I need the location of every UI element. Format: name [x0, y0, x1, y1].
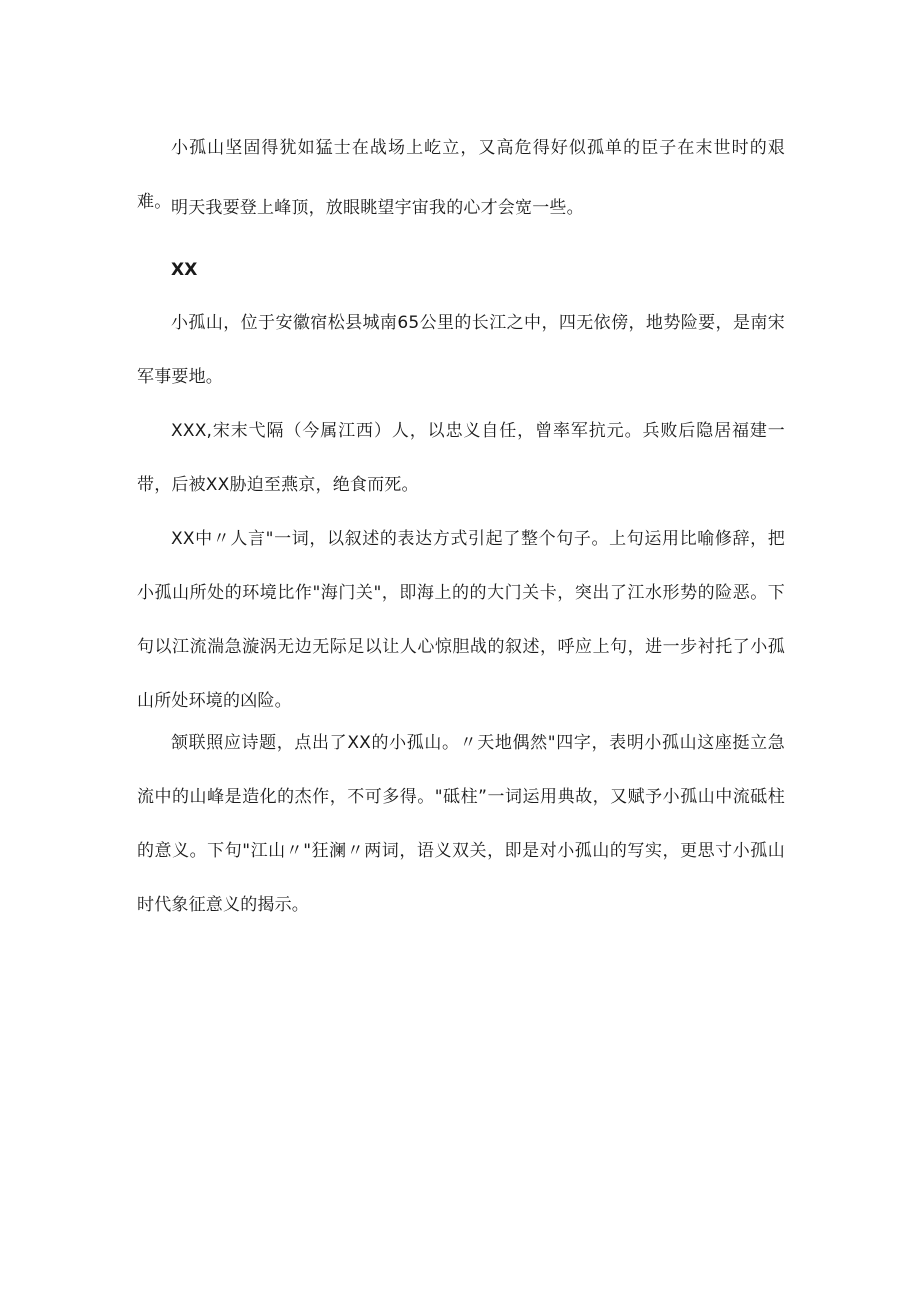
- paragraph-note-author: XXX,宋末弋隔（今属江西）人，以忠义自任，曾率军抗元。兵败后隐居福建一带，后被XX胁迫至燕京，绝食而死。: [137, 421, 785, 495]
- paragraph-poem-translation-1: 小孤山坚固得犹如猛士在战场上屹立，又高危得好似孤单的臣子在末世时的艰难。: [137, 138, 785, 212]
- paragraph-analysis-1: XX中〃人言"一词，以叙述的表达方式引起了整个句子。上句运用比喻修辞，把小孤山所处的环境比作"海门关"，即海上的的大门关卡，突出了江水形势的险恶。下句以江流湍急漩涡无边无际足以让人心惊胆战的叙述，呼应上句，进一步衬托了小孤山所处环境的凶险。: [137, 529, 785, 711]
- paragraph-analysis-2: 颔联照应诗题，点出了XX的小孤山。〃天地偶然"四字，表明小孤山这座挺立急流中的山峰是造化的杰作，不可多得。"砥柱”一词运用典故，又赋予小孤山中流砥柱的意义。下句"江山〃"狂澜〃两词，语义双关，即是对小孤山的写实，更思寸小孤山时代象征意义的揭示。: [137, 733, 785, 915]
- paragraph-poem-translation-2: 明天我要登上峰顶，放眼眺望宇宙我的心才会宽一些。: [171, 198, 584, 218]
- section-heading: XX: [171, 260, 198, 280]
- paragraph-note-location: 小孤山，位于安徽宿松县城南65公里的长江之中，四无依傍，地势险要，是南宋军事要地。: [137, 313, 785, 387]
